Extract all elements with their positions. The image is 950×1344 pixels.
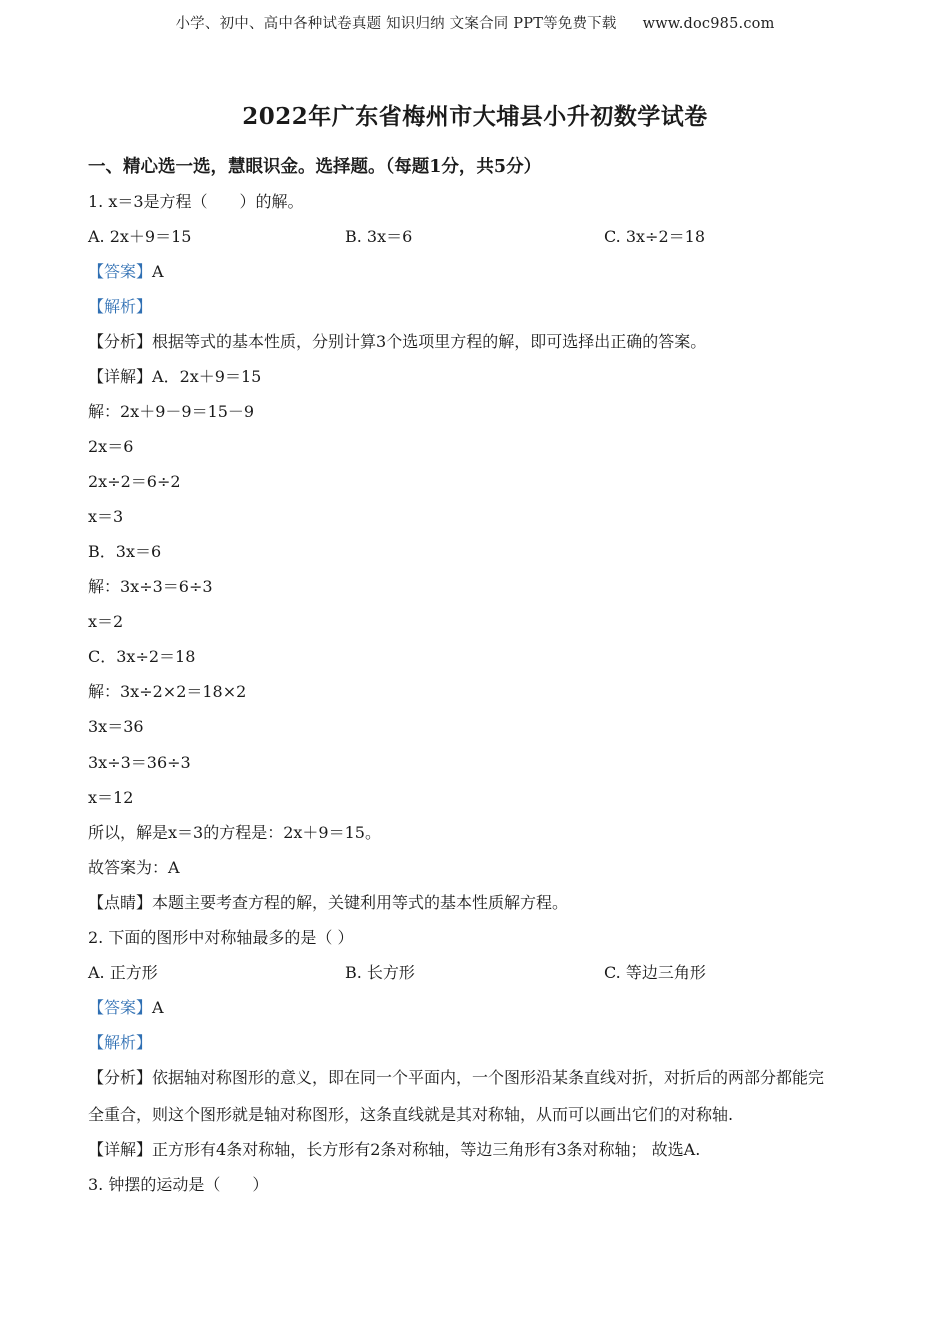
step-line: 解：3x÷2×2＝18×2 [88,682,247,701]
section-heading: 一、精心选一选，慧眼识金。选择题。（每题1分，共5分） [88,157,542,177]
q1-fenxi [88,332,706,352]
answer-value: A [152,262,164,281]
fenxi-text: 根据等式的基本性质，分别计算3个选项里方程的解，即可选择出正确的答案。 [152,332,707,351]
q2-option-b: B. 长方形 [345,963,415,982]
q2-analysis-label: 【解析】 [88,1033,153,1052]
q1-analysis-label: 【解析】 [88,297,153,316]
step-line: 3x＝36 [88,717,144,736]
q1-option-a: A. 2x＋9＝15 [88,227,192,246]
q3-stem: 3. 钟摆的运动是（ ） [88,1175,269,1194]
xiangjie-label: 【详解】 [88,367,153,386]
q2-answer [88,998,164,1018]
page-header [0,12,950,33]
step-line: x＝12 [88,788,134,807]
dianjing-label: 【点睛】 [88,893,153,912]
q2-option-a: A. 正方形 [88,963,158,982]
header-site-link[interactable]: www.doc985.com [642,16,775,32]
step-line: x＝3 [88,507,124,526]
q2-stem: 2. 下面的图形中对称轴最多的是（ ） [88,928,354,947]
xiangjie-label: 【详解】 [88,1140,153,1159]
q2-fenxi-cont: 全重合，则这个图形就是轴对称图形，这条直线就是其对称轴，从而可以画出它们的对称轴. [88,1105,734,1124]
step-line: x＝2 [88,612,124,631]
step-line: 2x÷2＝6÷2 [88,472,181,491]
header-text: 小学、初中、高中各种试卷真题 知识归纳 文案合同 PPT等免费下载 [175,16,617,32]
answer-label: 【答案】 [88,998,153,1017]
step-line: 3x÷3＝36÷3 [88,753,191,772]
q1-stem: 1. x＝3是方程（ ）的解。 [88,192,304,211]
q1-dianjing [88,893,568,913]
fenxi-label: 【分析】 [88,1068,153,1087]
step-line: 解：2x＋9－9＝15－9 [88,402,255,421]
step-line: C．3x÷2＝18 [88,647,196,666]
page-title: 2022年广东省梅州市大埔县小升初数学试卷 [242,103,708,130]
dianjing-text: 本题主要考查方程的解，关键利用等式的基本性质解方程。 [152,893,569,912]
answer-value: A [152,998,164,1017]
answer-label: 【答案】 [88,262,153,281]
step-line: A．2x＋9＝15 [152,367,262,386]
fenxi-label: 【分析】 [88,332,153,351]
q2-xiangjie [88,1140,700,1160]
q1-option-c: C. 3x÷2＝18 [604,227,705,246]
step-line: 所以，解是x＝3的方程是：2x＋9＝15。 [88,823,381,842]
step-line: 解：3x÷3＝6÷3 [88,577,213,596]
q1-xiangjie [88,367,261,387]
q2-fenxi [88,1068,824,1088]
step-line: 2x＝6 [88,437,134,456]
step-line: B．3x＝6 [88,542,162,561]
xiangjie-text: 正方形有4条对称轴，长方形有2条对称轴，等边三角形有3条对称轴； 故选A. [152,1140,701,1159]
step-line: 故答案为：A [88,858,180,877]
q1-answer [88,262,164,282]
fenxi-text: 依据轴对称图形的意义，即在同一个平面内，一个图形沿某条直线对折，对折后的两部分都能完 [152,1068,825,1087]
q1-option-b: B. 3x＝6 [345,227,413,246]
q2-option-c: C. 等边三角形 [604,963,706,982]
